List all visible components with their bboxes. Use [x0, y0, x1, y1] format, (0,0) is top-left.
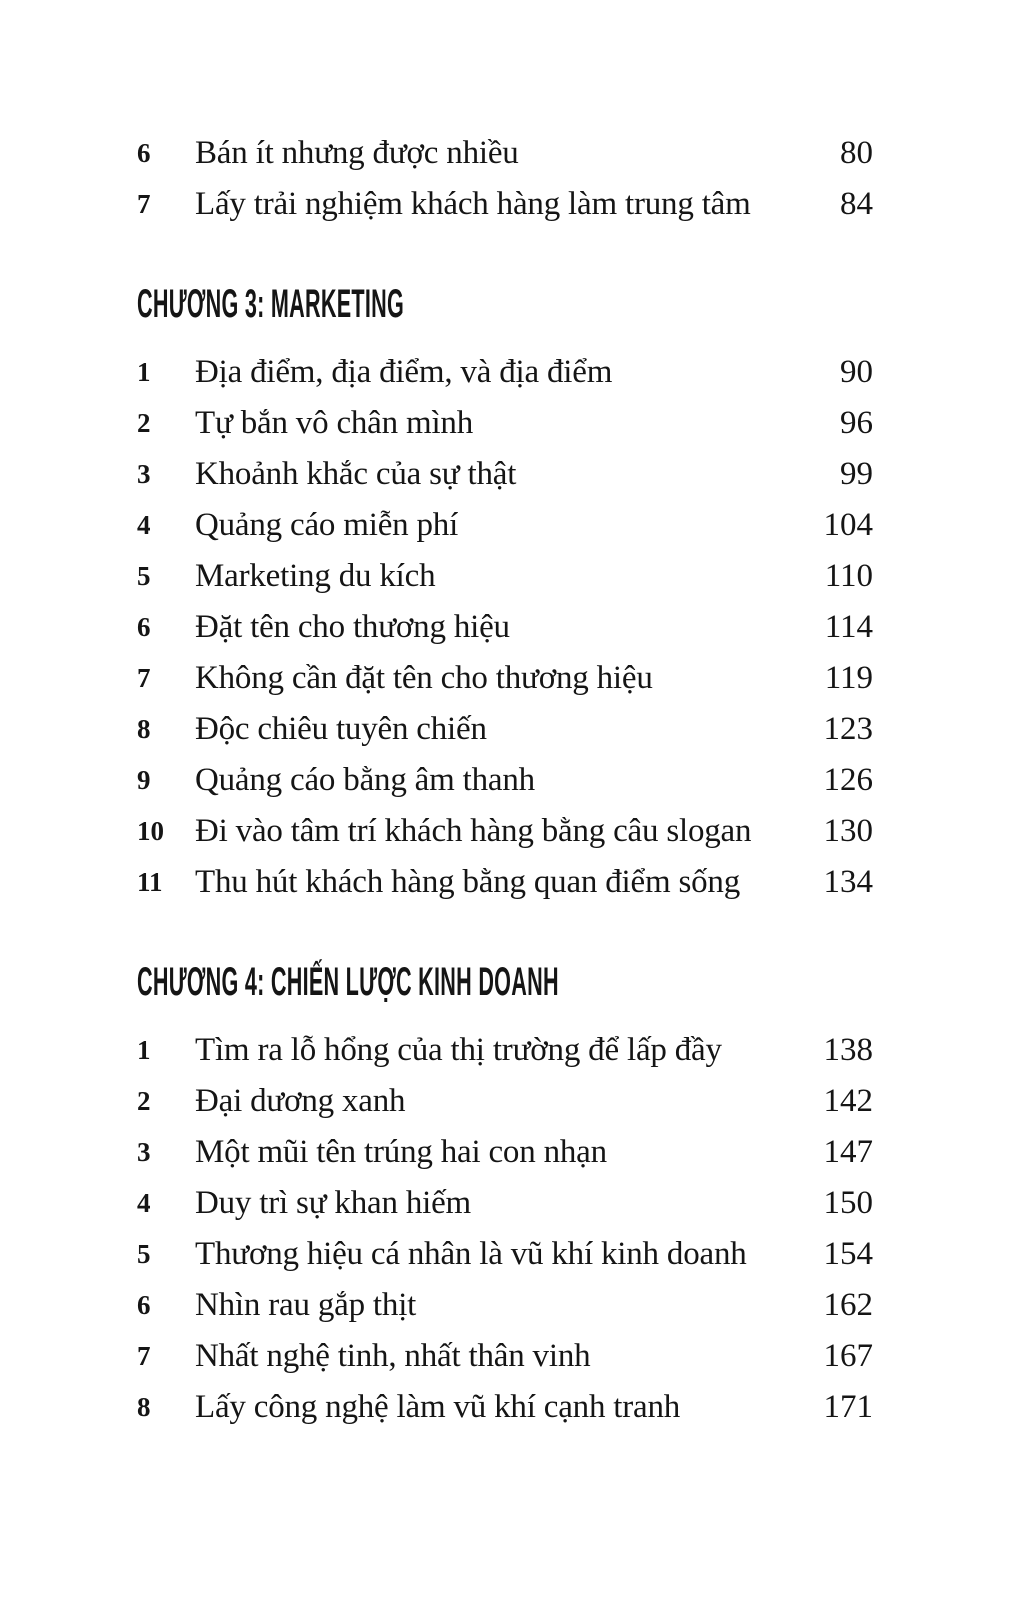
- entry-title: Đặt tên cho thương hiệu: [195, 609, 510, 645]
- chapter-heading: CHƯƠNG 4: CHIẾN LƯỢC KINH DOANH: [137, 960, 559, 1004]
- entry-page-number: 80: [840, 135, 873, 171]
- toc-entry: [137, 347, 873, 398]
- entry-number: 7: [137, 189, 151, 219]
- entry-title: Địa điểm, địa điểm, và địa điểm: [195, 354, 613, 390]
- toc-entry: [137, 704, 873, 755]
- toc-entry: [137, 1025, 873, 1076]
- entry-page-number: 104: [823, 507, 873, 543]
- entry-number: 2: [137, 408, 151, 438]
- entry-title: Lấy trải nghiệm khách hàng làm trung tâm: [195, 186, 751, 222]
- toc-entry: [137, 551, 873, 602]
- entry-title: Độc chiêu tuyên chiến: [195, 711, 487, 747]
- toc-entry: [137, 1229, 873, 1280]
- entry-title: Tự bắn vô chân mình: [195, 405, 474, 441]
- entry-title: Duy trì sự khan hiếm: [195, 1185, 472, 1221]
- table-of-contents: [137, 128, 873, 1433]
- entry-page-number: 90: [840, 354, 873, 390]
- entry-title: Lấy công nghệ làm vũ khí cạnh tranh: [195, 1389, 681, 1425]
- toc-entry: [137, 500, 873, 551]
- toc-entry: [137, 653, 873, 704]
- toc-entry: [137, 1331, 873, 1382]
- toc-entry: [137, 449, 873, 500]
- entry-page-number: 142: [823, 1083, 873, 1119]
- entry-page-number: 110: [824, 558, 873, 594]
- entry-number: 9: [137, 765, 151, 795]
- entry-number: 8: [137, 1392, 151, 1422]
- entry-title: Tìm ra lỗ hổng của thị trường để lấp đầy: [195, 1032, 722, 1068]
- toc-entry: [137, 398, 873, 449]
- entry-page-number: 99: [840, 456, 873, 492]
- chapter-heading: CHƯƠNG 3: MARKETING: [137, 282, 405, 326]
- entry-number: 7: [137, 663, 151, 693]
- toc-entry: [137, 179, 873, 230]
- entry-page-number: 130: [823, 813, 873, 849]
- entry-number: 11: [137, 867, 163, 897]
- toc-entry: [137, 857, 873, 908]
- entry-number: 1: [137, 357, 151, 387]
- entry-number: 1: [137, 1035, 151, 1065]
- entry-number: 8: [137, 714, 151, 744]
- entry-page-number: 123: [823, 711, 873, 747]
- entry-title: Đại dương xanh: [195, 1083, 406, 1119]
- entry-number: 2: [137, 1086, 151, 1116]
- entry-number: 5: [137, 1239, 151, 1269]
- entry-title: Thu hút khách hàng bằng quan điểm sống: [195, 864, 741, 900]
- entry-number: 4: [137, 510, 151, 540]
- entry-number: 10: [137, 816, 164, 846]
- entry-title: Quảng cáo miễn phí: [195, 507, 459, 543]
- toc-entry: [137, 1280, 873, 1331]
- entry-number: 6: [137, 1290, 151, 1320]
- entry-page-number: 154: [823, 1236, 873, 1272]
- entry-page-number: 150: [823, 1185, 873, 1221]
- entry-number: 7: [137, 1341, 151, 1371]
- entry-title: Nhất nghệ tinh, nhất thân vinh: [195, 1338, 591, 1374]
- entry-number: 6: [137, 138, 151, 168]
- entry-title: Quảng cáo bằng âm thanh: [195, 762, 535, 798]
- toc-entry: [137, 806, 873, 857]
- entry-page-number: 126: [823, 762, 873, 798]
- entry-title: Thương hiệu cá nhân là vũ khí kinh doanh: [195, 1236, 747, 1272]
- entry-page-number: 171: [823, 1389, 873, 1425]
- entry-title: Marketing du kích: [195, 558, 436, 594]
- entry-title: Một mũi tên trúng hai con nhạn: [195, 1134, 607, 1170]
- entry-title: Không cần đặt tên cho thương hiệu: [195, 660, 653, 696]
- entry-page-number: 134: [823, 864, 873, 900]
- toc-entry: [137, 1076, 873, 1127]
- toc-entry: [137, 602, 873, 653]
- toc-entry: [137, 1382, 873, 1433]
- entry-title: Bán ít nhưng được nhiều: [195, 135, 519, 171]
- toc-entry: [137, 128, 873, 179]
- entry-title: Nhìn rau gắp thịt: [195, 1287, 417, 1323]
- toc-entry: [137, 1127, 873, 1178]
- entry-page-number: 84: [840, 186, 873, 222]
- entry-page-number: 96: [840, 405, 873, 441]
- entry-number: 3: [137, 1137, 151, 1167]
- entry-number: 5: [137, 561, 151, 591]
- entry-page-number: 147: [823, 1134, 873, 1170]
- toc-entry: [137, 1178, 873, 1229]
- entry-page-number: 162: [823, 1287, 873, 1323]
- entry-number: 6: [137, 612, 151, 642]
- entry-page-number: 119: [824, 660, 873, 696]
- entry-title: Đi vào tâm trí khách hàng bằng câu slogan: [195, 813, 752, 849]
- entry-number: 4: [137, 1188, 151, 1218]
- entry-title: Khoảnh khắc của sự thật: [195, 456, 517, 492]
- entry-number: 3: [137, 459, 151, 489]
- entry-page-number: 138: [823, 1032, 873, 1068]
- entry-page-number: 114: [824, 609, 873, 645]
- entry-page-number: 167: [823, 1338, 873, 1374]
- toc-entry: [137, 755, 873, 806]
